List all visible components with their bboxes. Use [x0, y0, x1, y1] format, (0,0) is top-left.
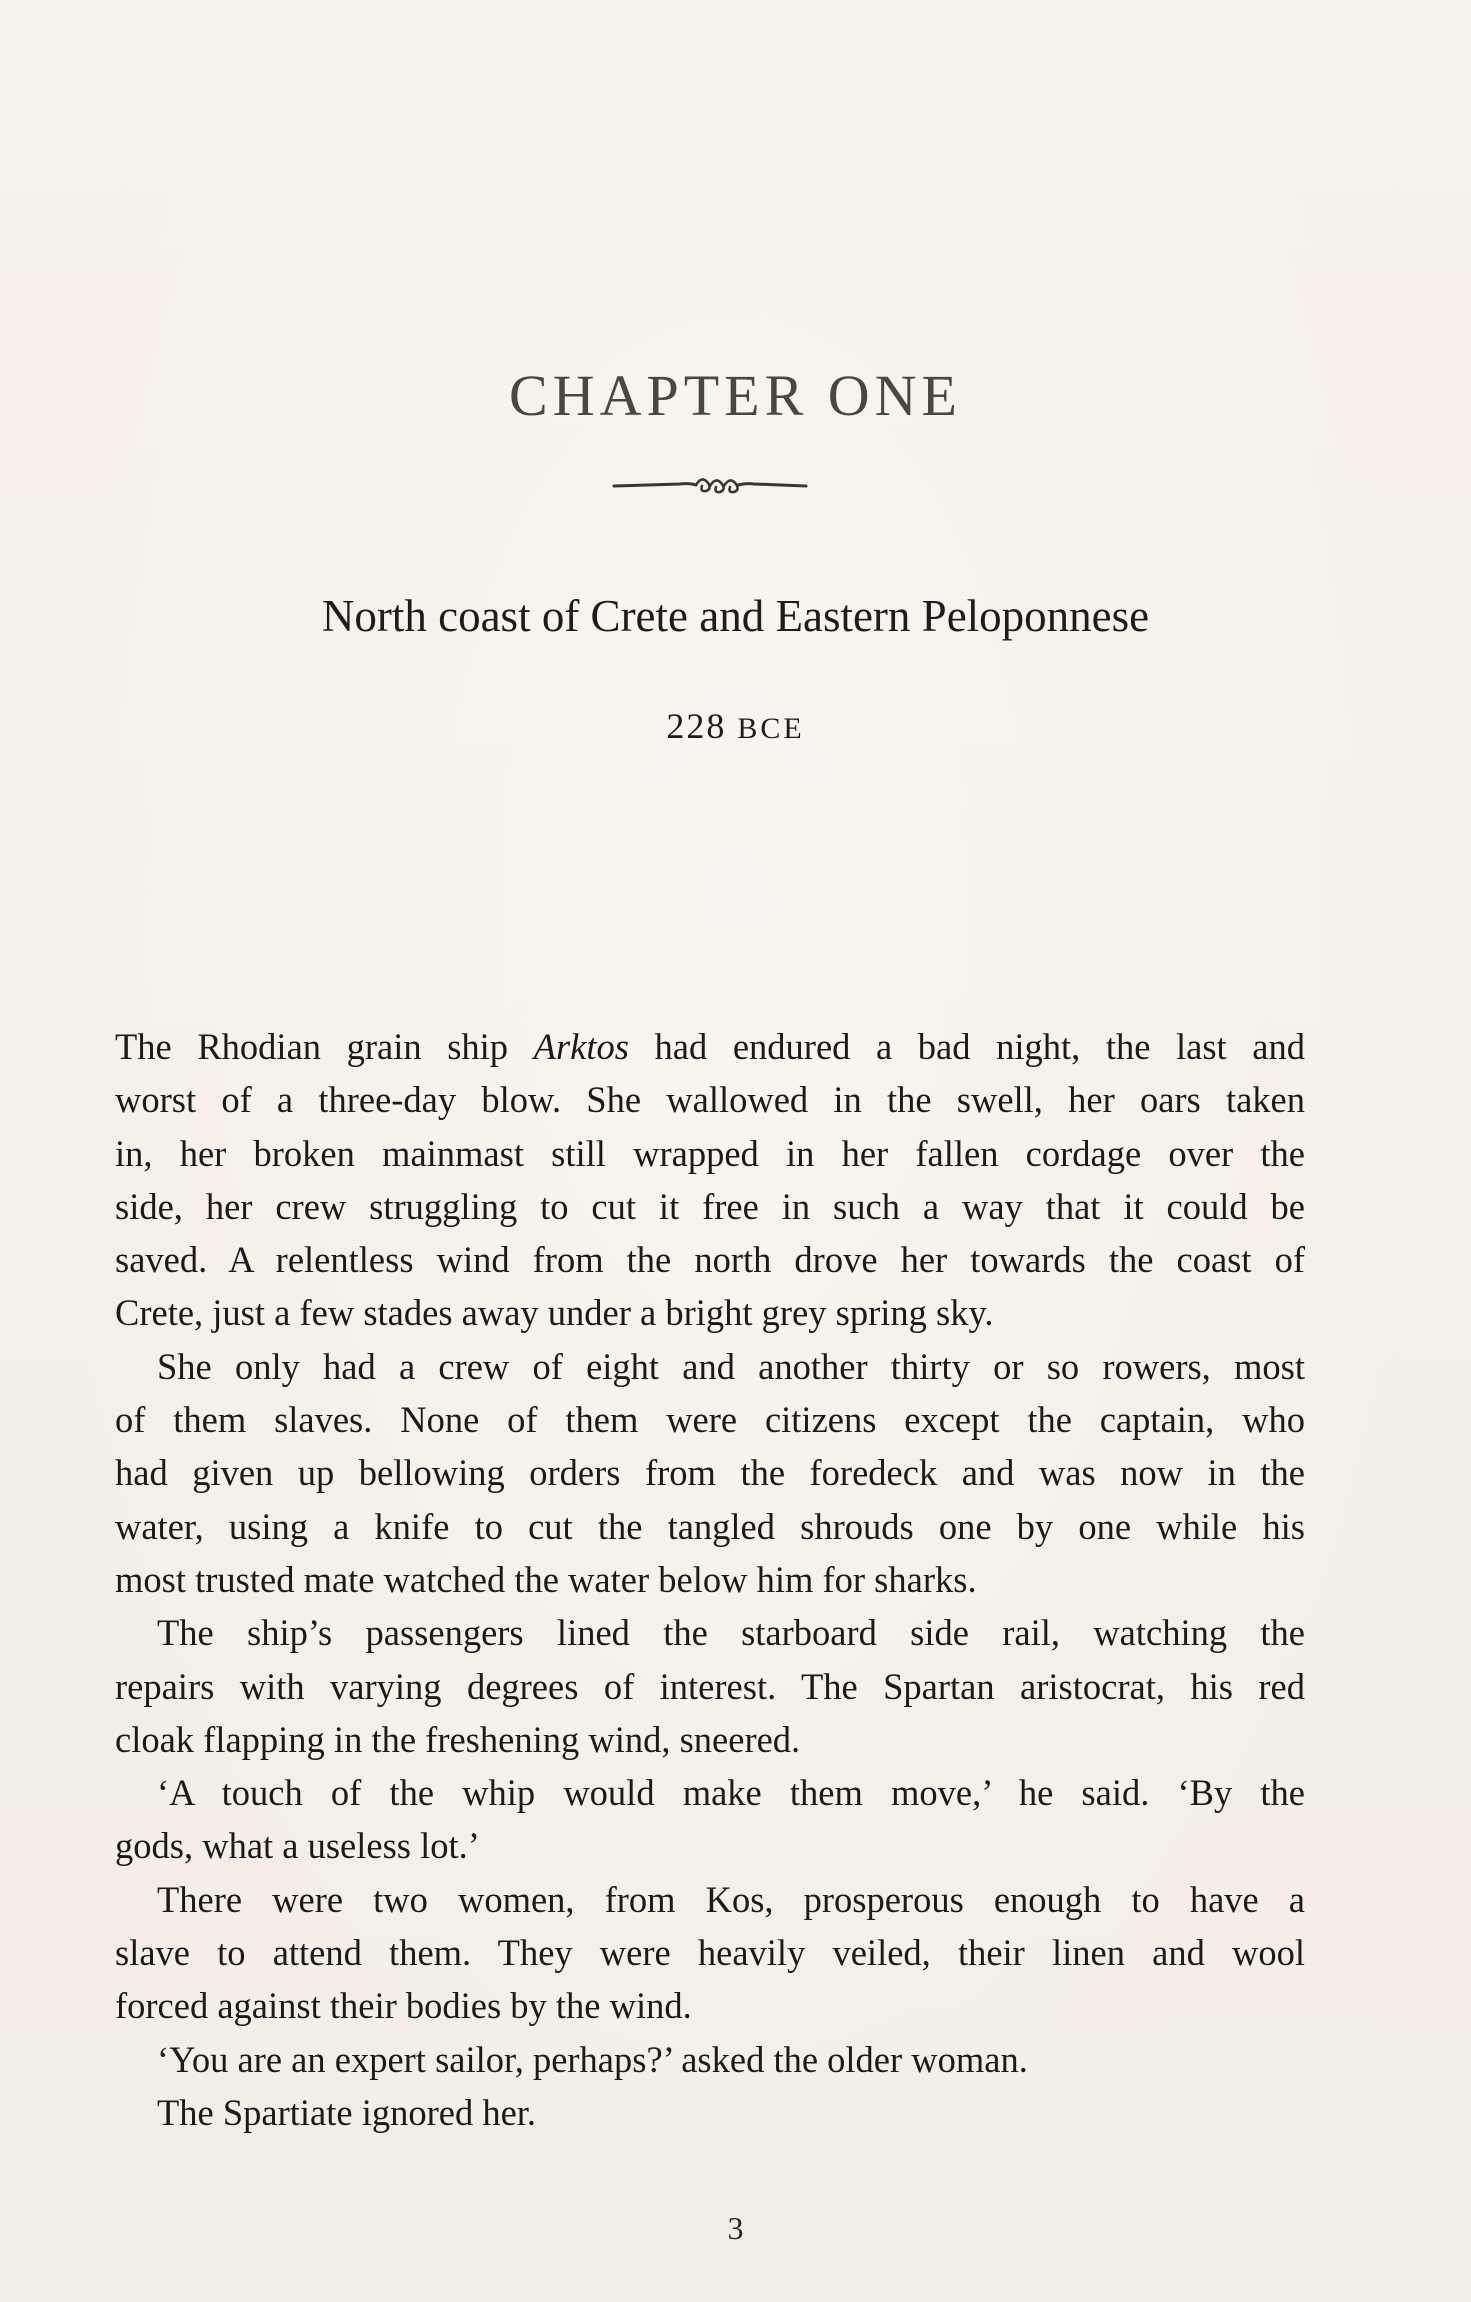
ornament-divider-icon: [610, 470, 810, 500]
text-span: had endured a bad night, the last and: [628, 1026, 1305, 1067]
text-line: in, her broken mainmast still wrapped in her fallen cordage over the: [115, 1132, 1305, 1174]
text-line: had given up bellowing orders from the foredeck and was now in the: [115, 1452, 1305, 1494]
text-line: slave to attend them. They were heavily veiled, their linen and wool: [115, 1932, 1305, 1974]
text-line: forced against their bodies by the wind.: [115, 1985, 692, 2027]
paragraph-7: [115, 2086, 1305, 2139]
text-line: saved. A relentless wind from the north drove her towards the coast of: [115, 1239, 1305, 1281]
body-text: [115, 1020, 1305, 2139]
text-line: Crete, just a few stades away under a bright grey spring sky.: [115, 1292, 994, 1334]
text-line: She only had a crew of eight and another thirty or so rowers, most: [157, 1345, 1305, 1387]
text-line: There were two women, from Kos, prosperous enough to have a: [157, 1878, 1305, 1920]
text-line: The ship’s passengers lined the starboard side rail, watching the: [157, 1612, 1305, 1654]
text-line: ‘A touch of the whip would make them move,’ he said. ‘By the: [157, 1772, 1305, 1814]
ship-name: Arktos: [533, 1026, 629, 1067]
text-line: most trusted mate watched the water below him for sharks.: [115, 1558, 977, 1600]
paragraph-2: [115, 1340, 1305, 1606]
text-line: ‘You are an expert sailor, perhaps?’ asked the older woman.: [157, 2038, 1028, 2080]
text-line: water, using a knife to cut the tangled shrouds one by one while his: [115, 1505, 1305, 1547]
text-line: of them slaves. None of them were citizens except the captain, who: [115, 1399, 1305, 1441]
chapter-date: [0, 705, 1471, 747]
paragraph-5: [115, 1873, 1305, 2033]
page-number: 3: [727, 2210, 744, 2246]
text-line: [115, 1020, 1305, 1073]
date-year: 228: [666, 706, 727, 746]
text-line: worst of a three-day blow. She wallowed in the swell, her oars taken: [115, 1079, 1305, 1121]
text-line: repairs with varying degrees of interest. The Spartan aristocrat, his red: [115, 1665, 1305, 1707]
chapter-title: CHAPTER ONE: [509, 363, 962, 428]
text-span: The Rhodian grain ship: [115, 1026, 534, 1067]
paragraph-3: [115, 1606, 1305, 1766]
text-line: cloak flapping in the freshening wind, sneered.: [115, 1718, 801, 1760]
date-era: BCE: [737, 712, 805, 745]
paragraph-6: [115, 2033, 1305, 2086]
chapter-subtitle: North coast of Crete and Eastern Peloponnese: [321, 591, 1150, 641]
paragraph-4: [115, 1766, 1305, 1873]
paragraph-1: [115, 1020, 1305, 1340]
text-line: side, her crew struggling to cut it free in such a way that it could be: [115, 1185, 1305, 1227]
text-line: The Spartiate ignored her.: [157, 2091, 537, 2133]
text-line: gods, what a useless lot.’: [115, 1825, 480, 1867]
